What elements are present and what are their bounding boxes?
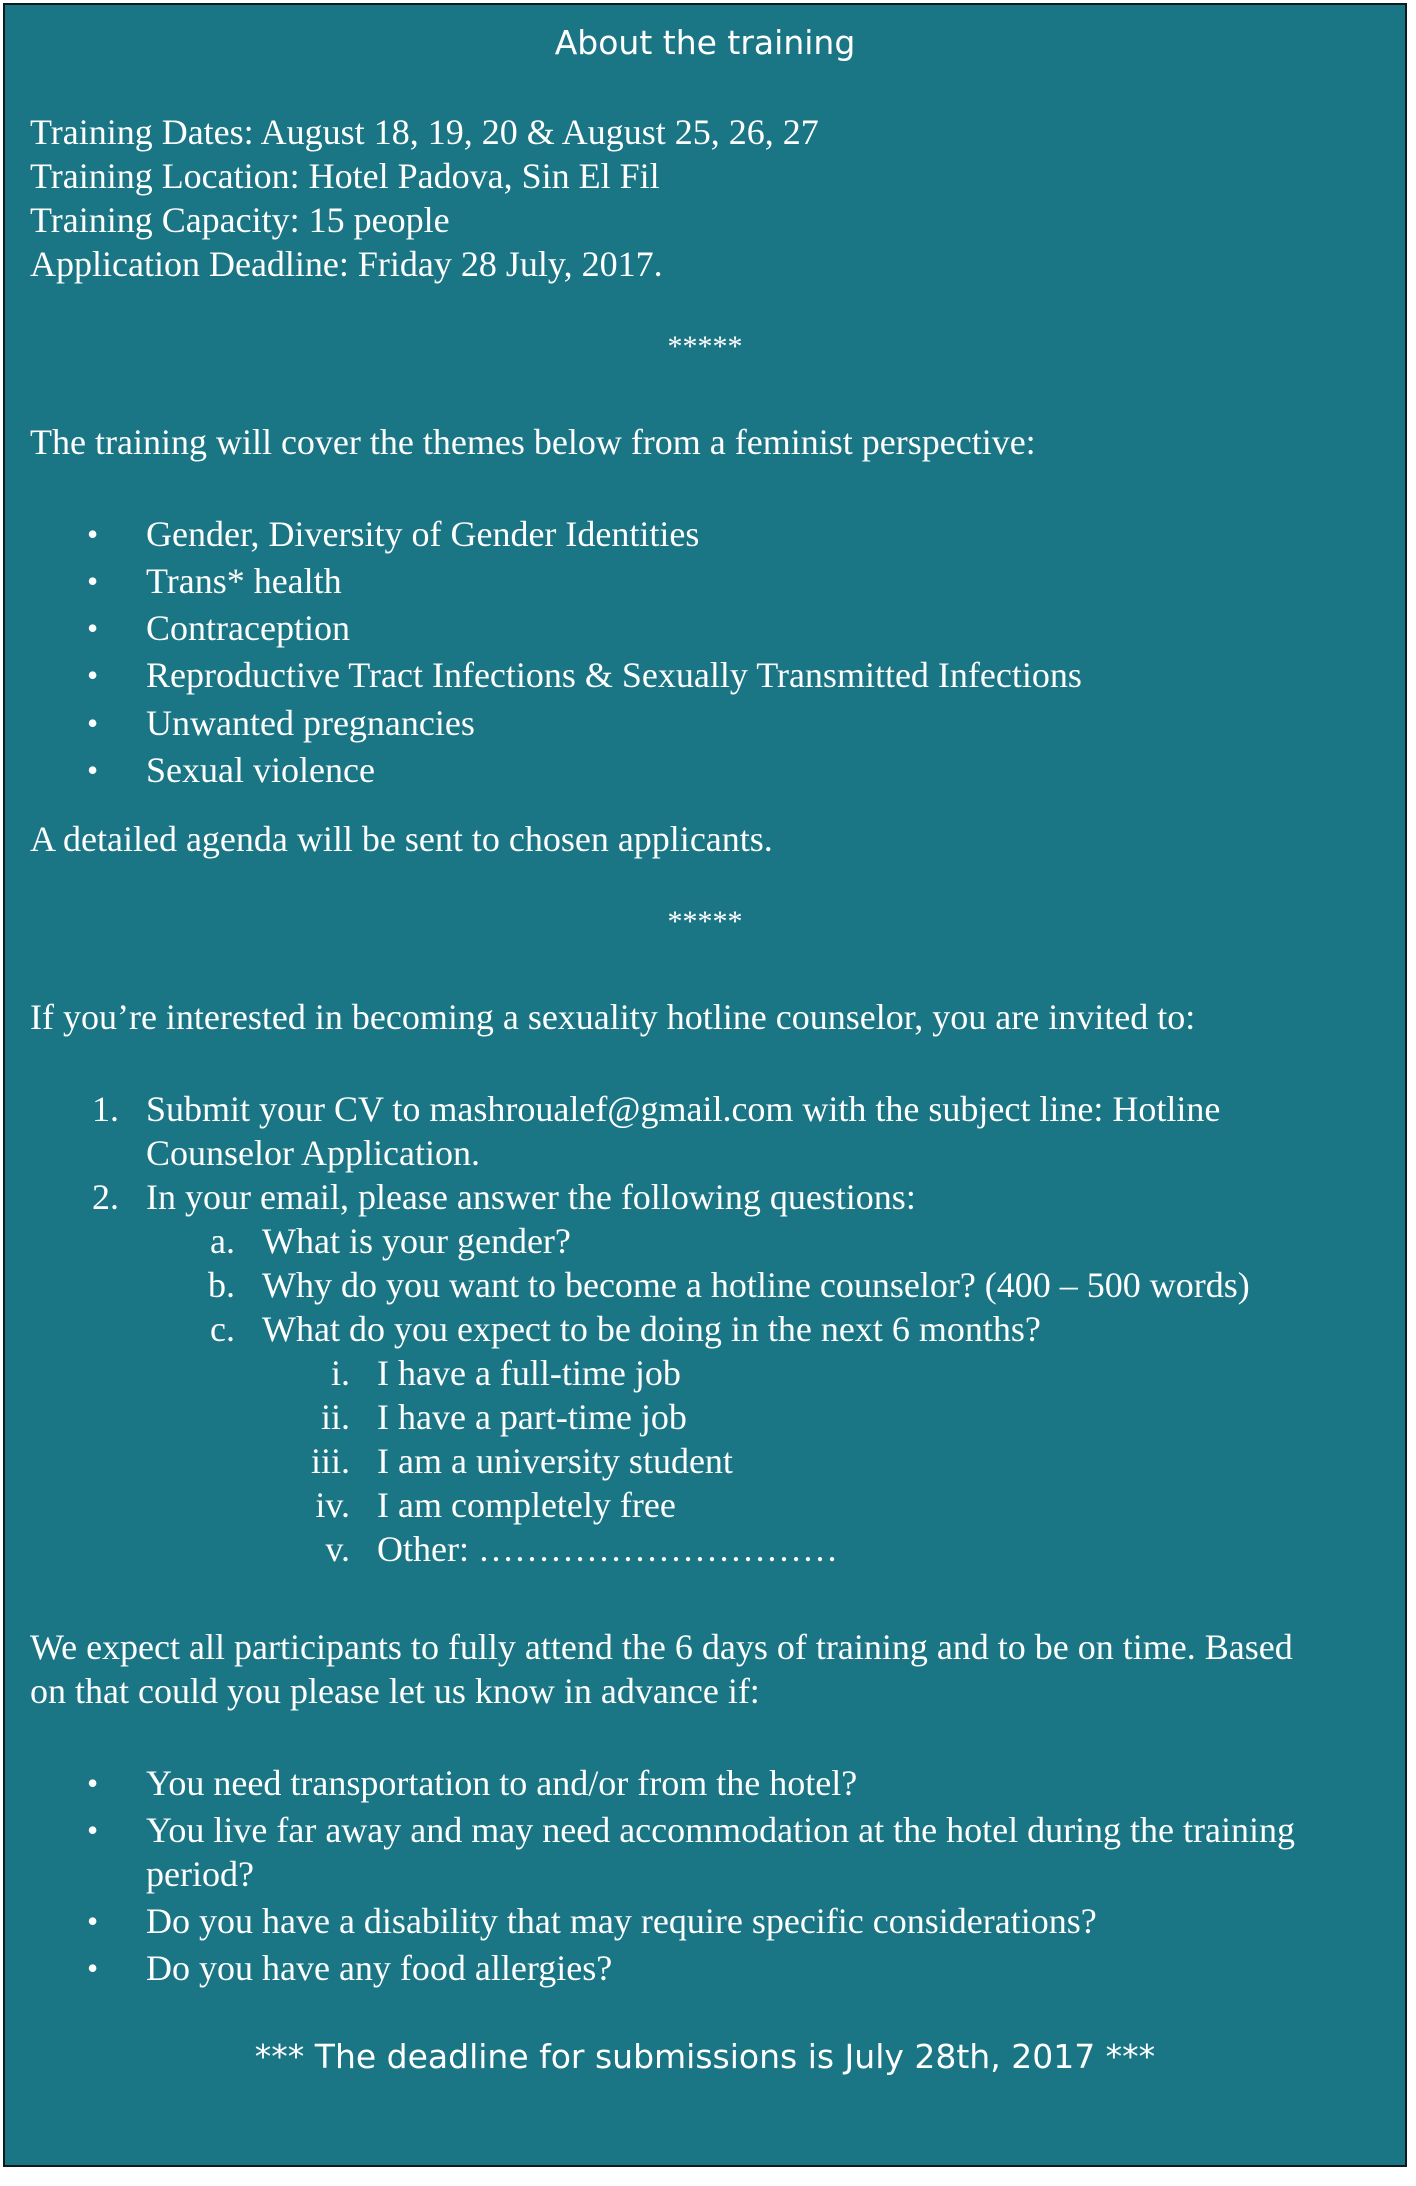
training-dates: Training Dates: August 18, 19, 20 & August 25, 26, 27	[30, 112, 819, 152]
training-location: Training Location: Hotel Padova, Sin El Fil	[30, 156, 660, 196]
option-numeral: iii.	[310, 1441, 350, 1481]
bullet-icon: •	[87, 610, 99, 646]
option-text: I have a part-time job	[377, 1397, 687, 1437]
application-deadline: Application Deadline: Friday 28 July, 2017.	[30, 244, 663, 284]
option-text: I am a university student	[377, 1441, 733, 1481]
training-info-panel	[3, 3, 1407, 2167]
separator-stars: *****	[667, 905, 743, 938]
separator-stars: *****	[667, 330, 743, 363]
step-text: In your email, please answer the following questions:	[146, 1177, 916, 1217]
bullet-icon: •	[87, 1903, 99, 1939]
bullet-icon: •	[87, 752, 99, 788]
attendance-text: We expect all participants to fully attend the 6 days of training and to be on time. Based	[30, 1627, 1293, 1667]
question-text: What is your gender?	[262, 1221, 571, 1261]
theme-item: Gender, Diversity of Gender Identities	[146, 514, 700, 554]
question-letter: a.	[210, 1221, 235, 1261]
bullet-icon: •	[87, 516, 99, 552]
option-text: I have a full-time job	[377, 1353, 681, 1393]
bullet-icon: •	[87, 563, 99, 599]
bullet-icon: •	[87, 1950, 99, 1986]
option-numeral: i.	[330, 1353, 350, 1393]
agenda-note: A detailed agenda will be sent to chosen applicants.	[30, 819, 773, 859]
need-item: Do you have a disability that may require specific considerations?	[146, 1901, 1097, 1941]
step-text: Counselor Application.	[146, 1133, 480, 1173]
theme-item: Trans* health	[146, 561, 342, 601]
step-text: Submit your CV to mashroualef@gmail.com with the subject line: Hotline	[146, 1089, 1221, 1129]
step-number: 1.	[92, 1089, 119, 1129]
bullet-icon: •	[87, 657, 99, 693]
section-heading: About the training	[554, 23, 856, 62]
need-item: You need transportation to and/or from the hotel?	[146, 1763, 858, 1803]
option-numeral: v.	[325, 1529, 350, 1569]
question-text: What do you expect to be doing in the next 6 months?	[262, 1309, 1041, 1349]
training-capacity: Training Capacity: 15 people	[30, 200, 450, 240]
option-numeral: iv.	[315, 1485, 350, 1525]
themes-intro: The training will cover the themes below from a feminist perspective:	[30, 422, 1036, 462]
submission-deadline: *** The deadline for submissions is July 28th, 2017 ***	[254, 2037, 1156, 2076]
need-item: You live far away and may need accommodation at the hotel during the training	[146, 1810, 1296, 1850]
need-item: Do you have any food allergies?	[146, 1948, 613, 1988]
question-text: Why do you want to become a hotline counselor? (400 – 500 words)	[262, 1265, 1250, 1305]
option-text: Other: …………………………	[377, 1529, 838, 1569]
bullet-icon: •	[87, 705, 99, 741]
question-letter: c.	[210, 1309, 235, 1349]
bullet-icon: •	[87, 1765, 99, 1801]
theme-item: Unwanted pregnancies	[146, 703, 475, 743]
question-letter: b.	[208, 1265, 235, 1305]
theme-item: Sexual violence	[146, 750, 375, 790]
need-item: period?	[146, 1854, 254, 1894]
option-numeral: ii.	[320, 1397, 350, 1437]
attendance-text: on that could you please let us know in advance if:	[30, 1671, 760, 1711]
theme-item: Contraception	[146, 608, 350, 648]
step-number: 2.	[92, 1177, 119, 1217]
invite-intro: If you’re interested in becoming a sexuality hotline counselor, you are invited to:	[30, 997, 1196, 1037]
option-text: I am completely free	[377, 1485, 676, 1525]
bullet-icon: •	[87, 1812, 99, 1848]
theme-item: Reproductive Tract Infections & Sexually Transmitted Infections	[146, 655, 1082, 695]
